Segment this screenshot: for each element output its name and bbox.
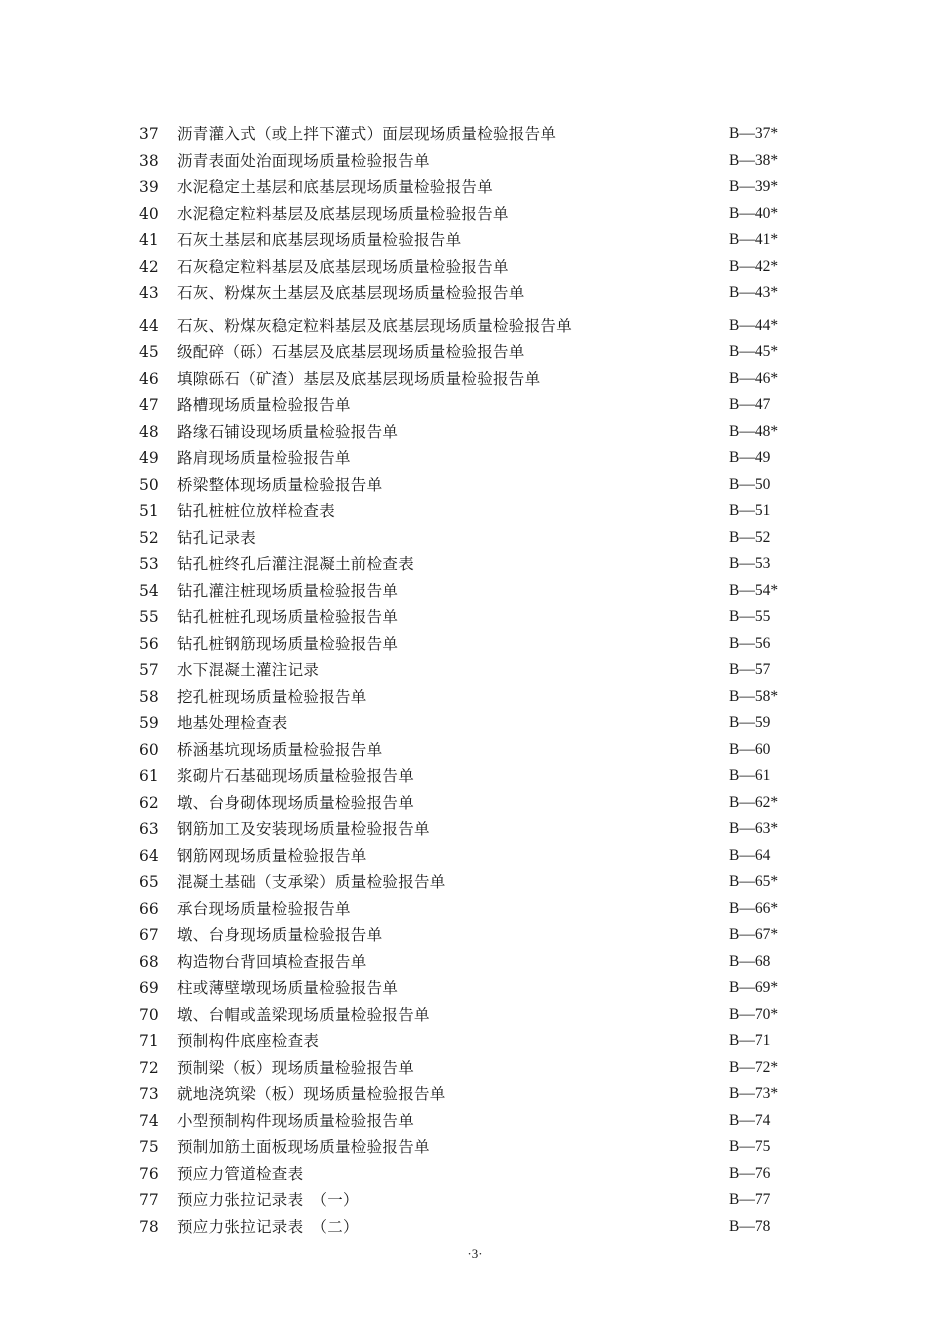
item-code: B—68 <box>729 952 771 970</box>
item-code: B—38* <box>729 151 779 169</box>
list-item <box>0 1188 950 1212</box>
list-item <box>0 149 950 173</box>
item-code: B—60 <box>729 740 771 758</box>
item-code: B—56 <box>729 634 771 652</box>
item-title: 石灰、粉煤灰土基层及底基层现场质量检验报告单 <box>177 284 525 302</box>
item-code: B—48* <box>729 422 779 440</box>
item-title: 桥梁整体现场质量检验报告单 <box>177 475 383 494</box>
item-code: B—46* <box>729 369 779 387</box>
list-item <box>0 499 950 523</box>
list-item <box>0 764 950 788</box>
item-title: 预应力张拉记录表 （一） <box>177 1191 359 1209</box>
list-item <box>0 950 950 974</box>
item-number: 66 <box>139 899 159 918</box>
item-number: 53 <box>139 555 159 573</box>
list-item <box>0 526 950 550</box>
item-number: 63 <box>139 820 159 838</box>
item-number: 42 <box>139 257 159 276</box>
item-code: B—75 <box>729 1138 771 1155</box>
item-number: 46 <box>139 369 159 388</box>
item-number: 47 <box>139 396 159 414</box>
item-code: B—69* <box>729 979 779 996</box>
item-code: B—49 <box>729 449 771 466</box>
list-item <box>0 870 950 894</box>
item-title: 墩、台身砌体现场质量检验报告单 <box>177 793 415 812</box>
item-number: 61 <box>139 767 159 785</box>
item-number: 44 <box>139 316 159 335</box>
item-number: 48 <box>139 422 159 441</box>
item-number: 75 <box>139 1138 159 1156</box>
item-code: B—50 <box>729 475 771 493</box>
item-code: B—37* <box>729 125 779 142</box>
list-item <box>0 579 950 603</box>
list-item <box>0 420 950 444</box>
list-item <box>0 473 950 497</box>
list-item <box>0 367 950 391</box>
list-item <box>0 1162 950 1186</box>
item-title: 承台现场质量检验报告单 <box>177 899 351 918</box>
item-number: 38 <box>139 151 159 170</box>
list-item <box>0 1003 950 1027</box>
item-code: B—77 <box>729 1191 771 1208</box>
item-title: 钻孔记录表 <box>177 528 257 547</box>
item-number: 68 <box>139 952 159 971</box>
item-title: 预制加筋土面板现场质量检验报告单 <box>177 1138 430 1156</box>
item-title: 柱或薄壁墩现场质量检验报告单 <box>177 979 399 997</box>
list-item <box>0 844 950 868</box>
item-number: 59 <box>139 714 159 732</box>
item-title: 钻孔灌注桩现场质量检验报告单 <box>177 581 399 600</box>
item-title: 水泥稳定土基层和底基层现场质量检验报告单 <box>177 178 494 196</box>
item-title: 混凝土基础（支承梁）质量检验报告单 <box>177 873 446 891</box>
item-title: 预制构件底座检查表 <box>177 1032 320 1050</box>
item-code: B—62* <box>729 793 779 811</box>
list-item <box>0 817 950 841</box>
list-item <box>0 976 950 1000</box>
item-title: 沥青表面处治面现场质量检验报告单 <box>177 151 430 170</box>
item-number: 57 <box>139 661 159 679</box>
item-code: B—53 <box>729 555 771 572</box>
list-item <box>0 175 950 199</box>
list-item <box>0 738 950 762</box>
list-item <box>0 281 950 305</box>
item-number: 39 <box>139 178 159 196</box>
item-code: B—43* <box>729 284 779 301</box>
item-title: 桥涵基坑现场质量检验报告单 <box>177 740 383 759</box>
item-title: 石灰、粉煤灰稳定粒料基层及底基层现场质量检验报告单 <box>177 316 573 335</box>
item-title: 钻孔桩桩位放样检查表 <box>177 502 336 520</box>
list-item <box>0 255 950 279</box>
item-title: 预应力管道检查表 <box>177 1164 304 1183</box>
item-title: 钻孔桩钢筋现场质量检验报告单 <box>177 634 399 653</box>
item-number: 54 <box>139 581 159 600</box>
item-title: 浆砌片石基础现场质量检验报告单 <box>177 767 415 785</box>
item-code: B—52 <box>729 528 771 546</box>
item-code: B—66* <box>729 899 779 917</box>
item-title: 路肩现场质量检验报告单 <box>177 449 351 467</box>
item-code: B—70* <box>729 1005 779 1023</box>
list-item <box>0 897 950 921</box>
item-number: 37 <box>139 125 159 143</box>
item-number: 78 <box>139 1217 159 1236</box>
list-item <box>0 685 950 709</box>
item-title: 地基处理检查表 <box>177 714 288 732</box>
item-code: B—72* <box>729 1058 779 1076</box>
item-code: B—39* <box>729 178 779 195</box>
item-title: 级配碎（砾）石基层及底基层现场质量检验报告单 <box>177 343 525 361</box>
item-number: 55 <box>139 608 159 626</box>
item-number: 41 <box>139 231 159 249</box>
list-item <box>0 552 950 576</box>
item-code: B—54* <box>729 581 779 599</box>
item-code: B—40* <box>729 204 779 222</box>
item-title: 预制梁（板）现场质量检验报告单 <box>177 1058 415 1077</box>
list-item <box>0 340 950 364</box>
item-code: B—61 <box>729 767 771 784</box>
list-item <box>0 632 950 656</box>
item-title: 墩、台帽或盖梁现场质量检验报告单 <box>177 1005 430 1024</box>
list-item <box>0 1135 950 1159</box>
item-code: B—71 <box>729 1032 771 1049</box>
item-number: 49 <box>139 449 159 467</box>
list-item <box>0 791 950 815</box>
list-item <box>0 1109 950 1133</box>
list-item <box>0 658 950 682</box>
list-item <box>0 1082 950 1106</box>
list-item <box>0 1029 950 1053</box>
item-title: 填隙砾石（矿渣）基层及底基层现场质量检验报告单 <box>177 369 541 388</box>
item-number: 50 <box>139 475 159 494</box>
item-title: 钻孔桩终孔后灌注混凝土前检查表 <box>177 555 415 573</box>
list-item <box>0 605 950 629</box>
item-number: 56 <box>139 634 159 653</box>
item-code: B—45* <box>729 343 779 360</box>
item-title: 水下混凝土灌注记录 <box>177 661 320 679</box>
item-code: B—65* <box>729 873 779 890</box>
item-code: B—59 <box>729 714 771 731</box>
item-number: 52 <box>139 528 159 547</box>
item-number: 60 <box>139 740 159 759</box>
item-title: 钢筋加工及安装现场质量检验报告单 <box>177 820 430 838</box>
item-code: B—44* <box>729 316 779 334</box>
list-item <box>0 314 950 338</box>
list-item <box>0 923 950 947</box>
page-number: ·3· <box>467 1246 483 1261</box>
item-number: 40 <box>139 204 159 223</box>
item-number: 73 <box>139 1085 159 1103</box>
item-number: 76 <box>139 1164 159 1183</box>
item-title: 预应力张拉记录表 （二） <box>177 1217 359 1236</box>
item-title: 墩、台身现场质量检验报告单 <box>177 926 383 944</box>
item-title: 构造物台背回填检查报告单 <box>177 952 367 971</box>
item-number: 77 <box>139 1191 159 1209</box>
item-title: 路缘石铺设现场质量检验报告单 <box>177 422 399 441</box>
item-code: B—51 <box>729 502 771 519</box>
item-number: 45 <box>139 343 159 361</box>
item-number: 64 <box>139 846 159 865</box>
item-title: 石灰土基层和底基层现场质量检验报告单 <box>177 231 462 249</box>
item-number: 65 <box>139 873 159 891</box>
item-title: 就地浇筑梁（板）现场质量检验报告单 <box>177 1085 446 1103</box>
item-number: 51 <box>139 502 159 520</box>
item-title: 小型预制构件现场质量检验报告单 <box>177 1111 415 1130</box>
list-item <box>0 446 950 470</box>
item-code: B—78 <box>729 1217 771 1235</box>
list-item <box>0 711 950 735</box>
item-number: 74 <box>139 1111 159 1130</box>
item-number: 70 <box>139 1005 159 1024</box>
item-code: B—42* <box>729 257 779 275</box>
item-code: B—76 <box>729 1164 771 1182</box>
item-number: 43 <box>139 284 159 302</box>
list-item <box>0 202 950 226</box>
item-title: 钢筋网现场质量检验报告单 <box>177 846 367 865</box>
item-code: B—67* <box>729 926 779 943</box>
item-title: 石灰稳定粒料基层及底基层现场质量检验报告单 <box>177 257 509 276</box>
item-number: 71 <box>139 1032 159 1050</box>
item-code: B—58* <box>729 687 779 705</box>
list-item <box>0 122 950 146</box>
item-code: B—47 <box>729 396 771 413</box>
item-title: 路槽现场质量检验报告单 <box>177 396 351 414</box>
list-item <box>0 1056 950 1080</box>
list-item <box>0 393 950 417</box>
item-code: B—63* <box>729 820 779 837</box>
item-number: 62 <box>139 793 159 812</box>
item-title: 水泥稳定粒料基层及底基层现场质量检验报告单 <box>177 204 509 223</box>
item-title: 挖孔桩现场质量检验报告单 <box>177 687 367 706</box>
item-number: 58 <box>139 687 159 706</box>
list-item <box>0 1215 950 1239</box>
item-code: B—41* <box>729 231 779 248</box>
item-code: B—64 <box>729 846 771 864</box>
list-item <box>0 228 950 252</box>
item-title: 钻孔桩桩孔现场质量检验报告单 <box>177 608 399 626</box>
item-title: 沥青灌入式（或上拌下灌式）面层现场质量检验报告单 <box>177 125 557 143</box>
item-code: B—57 <box>729 661 771 678</box>
item-number: 67 <box>139 926 159 944</box>
item-code: B—55 <box>729 608 771 625</box>
item-number: 72 <box>139 1058 159 1077</box>
item-code: B—73* <box>729 1085 779 1102</box>
item-code: B—74 <box>729 1111 771 1129</box>
item-number: 69 <box>139 979 159 997</box>
